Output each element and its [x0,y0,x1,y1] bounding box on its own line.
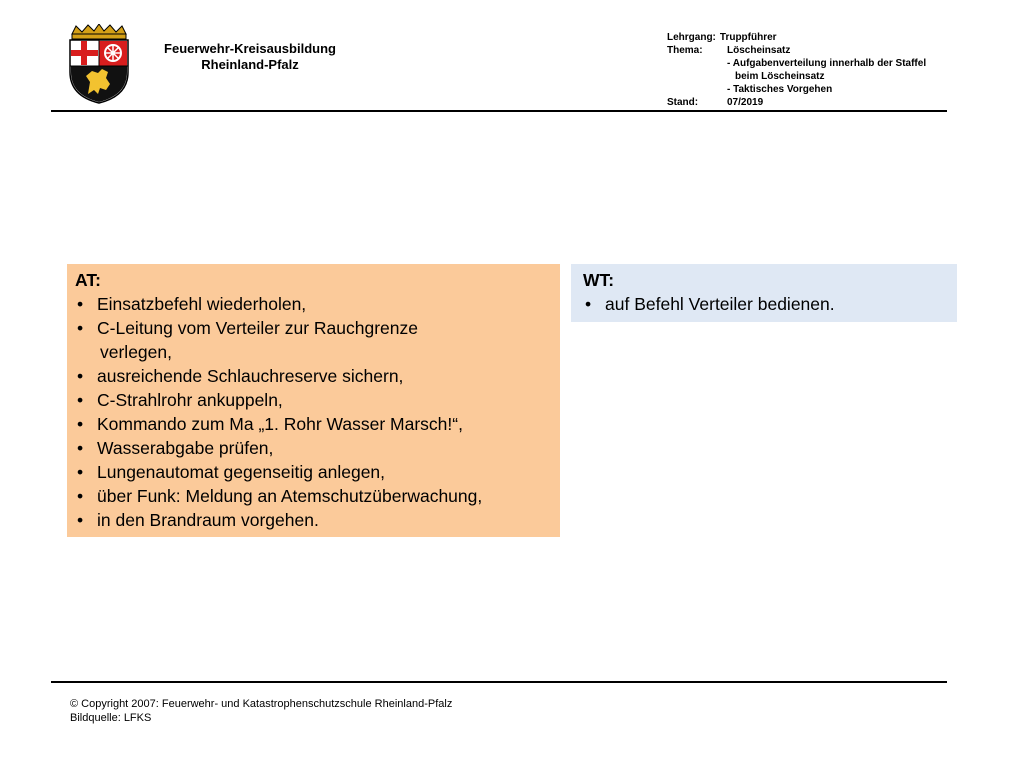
list-item [75,484,560,508]
list-item [75,460,560,484]
list-item [75,292,560,316]
bullet: • [77,318,84,338]
meta-lehrgang-value: Truppführer [719,32,777,43]
list-item [75,388,560,412]
at-item-text: ausreichende Schlauchreserve sichern, [97,366,404,386]
list-item [75,412,560,436]
coat-of-arms-icon [66,24,132,104]
list-item [75,436,560,460]
wt-heading: WT: [583,270,615,290]
footer [70,697,452,725]
at-item-text: Kommando zum Ma „1. Rohr Wasser Marsch!“, [97,414,463,434]
meta-thema-line2: - Aufgabenverteilung innerhalb der Staffel [727,58,927,69]
org-title-line2: Rheinland-Pfalz [201,57,299,72]
at-heading: AT: [75,270,101,290]
wt-item-text: auf Befehl Verteiler bedienen. [605,294,835,314]
bullet: • [77,486,84,506]
wt-task-list [583,292,957,316]
bullet: • [77,366,84,386]
at-item-text-continuation: verlegen, [100,342,172,362]
meta-thema-label: Thema: [667,45,703,56]
at-item-text: über Funk: Meldung an Atemschutzüberwachung, [97,486,483,506]
meta-stand [667,96,926,109]
image-source-text: Bildquelle: LFKS [70,712,152,724]
course-meta [667,31,926,109]
at-item-text: Einsatzbefehl wiederholen, [97,294,307,314]
copyright-text: © Copyright 2007: Feuerwehr- und Katastrophenschutzschule Rheinland-Pfalz [70,698,453,710]
list-item [75,316,560,364]
meta-thema-line3: beim Löscheinsatz [735,71,825,82]
at-task-list [75,292,560,532]
list-item [75,364,560,388]
at-task-box [67,264,560,537]
meta-stand-label: Stand: [667,97,699,108]
list-item [75,508,560,532]
meta-thema [667,44,926,57]
bullet: • [77,438,84,458]
bullet: • [585,294,592,314]
bullet: • [77,414,84,434]
meta-lehrgang [667,31,926,44]
bullet: • [77,462,84,482]
footer-divider [51,681,947,683]
meta-thema-value: Löscheinsatz [727,45,791,56]
meta-stand-value: 07/2019 [727,97,764,108]
at-item-text: Lungenautomat gegenseitig anlegen, [97,462,386,482]
at-item-text: C-Leitung vom Verteiler zur Rauchgrenze [97,318,418,338]
wt-task-box [571,264,957,322]
at-item-text: in den Brandraum vorgehen. [97,510,319,530]
header-divider [51,110,947,112]
bullet: • [77,510,84,530]
organization-title [140,41,360,73]
at-item-text: Wasserabgabe prüfen, [97,438,274,458]
bullet: • [77,390,84,410]
bullet: • [77,294,84,314]
org-title-line1: Feuerwehr-Kreisausbildung [164,41,336,56]
list-item [583,292,957,316]
meta-thema-line4: - Taktisches Vorgehen [727,84,833,95]
meta-lehrgang-label: Lehrgang: [667,32,716,43]
at-item-text: C-Strahlrohr ankuppeln, [97,390,283,410]
